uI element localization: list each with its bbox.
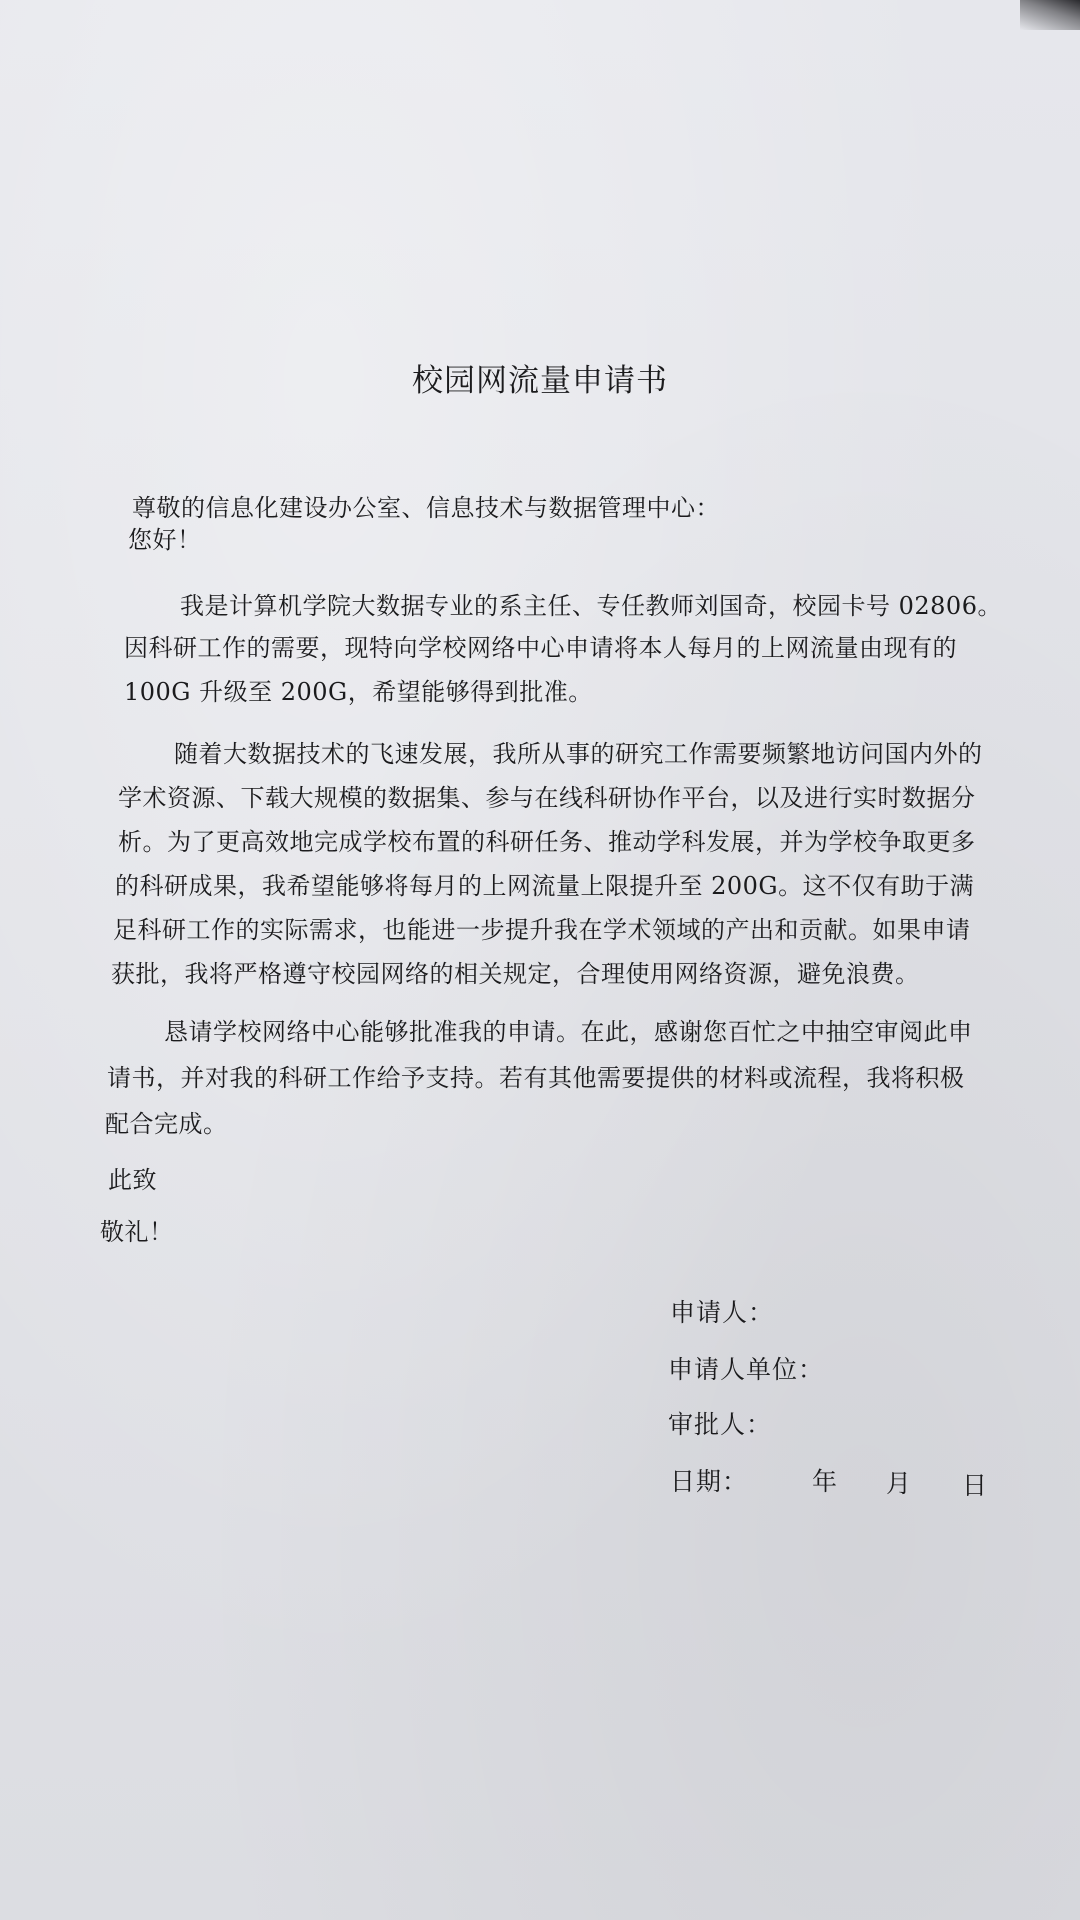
corner-shadow (1020, 0, 1080, 30)
paragraph-2-line-4: 的科研成果，我希望能够将每月的上网流量上限提升至 200G。这不仅有助于满 (115, 872, 975, 900)
salutation: 尊敬的信息化建设办公室、信息技术与数据管理中心： (132, 494, 720, 522)
date-day-label: 日 (962, 1471, 989, 1500)
paragraph-3-line-2: 请书，并对我的科研工作给予支持。若有其他需要提供的材料或流程，我将积极 (107, 1064, 965, 1092)
paragraph-3-line-3: 配合完成。 (105, 1110, 228, 1138)
closing-line-2: 敬礼！ (100, 1218, 174, 1246)
paragraph-3-line-1: 恳请学校网络中心能够批准我的申请。在此，感谢您百忙之中抽空审阅此申 (164, 1018, 973, 1046)
greeting: 您好！ (128, 526, 202, 554)
closing-line-1: 此致 (108, 1166, 157, 1194)
paragraph-1-line-1: 我是计算机学院大数据专业的系主任、专任教师刘国奇，校园卡号 02806。 (180, 592, 1002, 620)
date-year-label: 年 (812, 1467, 839, 1496)
paragraph-2-line-6: 获批，我将严格遵守校园网络的相关规定，合理使用网络资源，避免浪费。 (111, 960, 920, 988)
paragraph-1-line-2: 因科研工作的需要，现特向学校网络中心申请将本人每月的上网流量由现有的 (124, 634, 957, 662)
applicant-label: 申请人： (670, 1298, 775, 1327)
approver-label: 审批人： (668, 1410, 773, 1439)
paragraph-1-line-3: 100G 升级至 200G，希望能够得到批准。 (124, 678, 593, 706)
applicant-unit-label: 申请人单位： (668, 1355, 825, 1384)
date-month-label: 月 (886, 1469, 913, 1498)
paragraph-2-line-5: 足科研工作的实际需求，也能进一步提升我在学术领域的产出和贡献。如果申请 (113, 916, 971, 944)
paragraph-2-line-2: 学术资源、下载大规模的数据集、参与在线科研协作平台，以及进行实时数据分 (118, 784, 976, 812)
document-title: 校园网流量申请书 (412, 363, 668, 399)
paragraph-2-line-3: 析。为了更高效地完成学校布置的科研任务、推动学科发展，并为学校争取更多 (118, 828, 976, 856)
paragraph-2-line-1: 随着大数据技术的飞速发展，我所从事的研究工作需要频繁地访问国内外的 (174, 740, 983, 768)
date-label: 日期： (670, 1467, 749, 1496)
